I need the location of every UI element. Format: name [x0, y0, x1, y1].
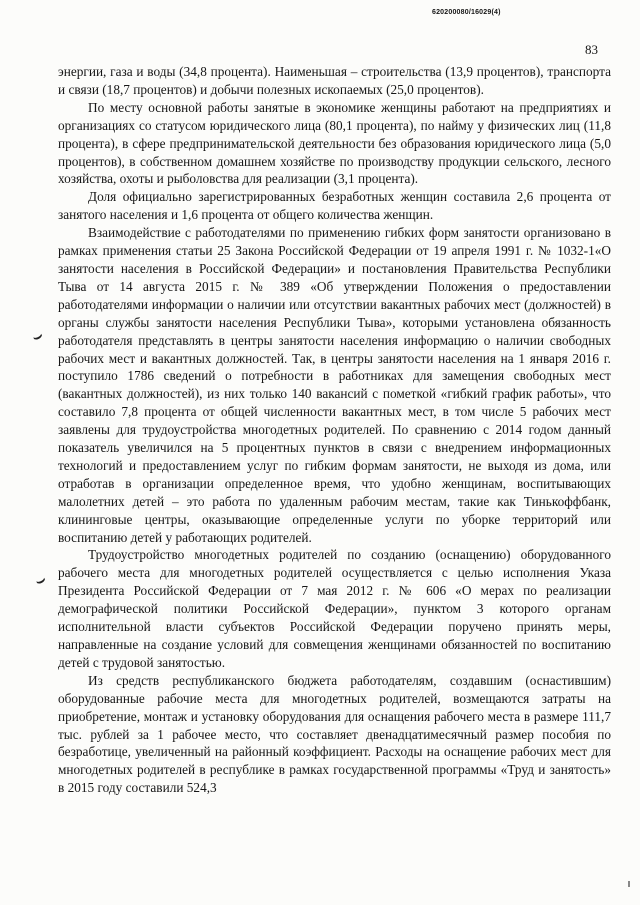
margin-check-mark-icon: ⌣: [33, 571, 49, 591]
paragraph-employment-place: По месту основной работы занятые в экономике женщины работают на предприятиях и организациях со статусом юридического лица (80,1 процента), по найму у физических лиц (11,8 процента), в сфере предпринимательской деятельности без образования юридического лица (5,0 процентов), в собственном домашнем хозяйстве по производству продукции сельского, лесного хозяйства, охоты и рыболовства для реализации (3,1 процента).: [58, 99, 611, 187]
paragraph-flexible-employment: Взаимодействие с работодателями по применению гибких форм занятости организовано в рамках применения статьи 25 Закона Российской Федерации от 19 апреля 1991 г. № 1032-1«О занятости населения в Российской Федерации» и постановления Правительства Республики Тыва от 14 августа 2015 г. № 389 «Об утверждении Положения о предоставлении работодателями информации о наличии или отсутствии вакантных рабочих мест (должностей) в органы службы занятости населения Республики Тыва», которыми установлена обязанность работодателя представлять в центры занятости населения информацию о наличии свободных рабочих мест и вакантных должностей. Так, в центры занятости населения на 1 января 2016 г. поступило 1786 сведений о потребности в работниках для замещения свободных мест (вакантных должностей), из них только 140 вакансий с пометкой «гибкий график работы», что составило 7,8 процента от общей численности вакантных мест, в том числе 5 рабочих мест заявлены для трудоустройства многодетных родителей. По сравнению с 2014 годом данный показатель увеличился на 5 процентных пунктов в связи с внедрением информационных технологий и предоставлением услуг по гибким формам занятости, не выходя из дома, или отработав в организации определенное время, что удобно женщинам, воспитывающих малолетних детей – это работа по удаленным рабочим местам, такие как Тинькоффбанк, клининговые центры, оказывающие определенные услуги по уборке территорий или воспитанию детей у работающих родителей.: [58, 225, 611, 545]
margin-check-mark-icon: ⌣: [30, 327, 46, 347]
page-number: 83: [585, 42, 598, 57]
paragraph-budget-funds: Из средств республиканского бюджета работодателям, создавшим (оснастившим) оборудованные рабочие места для многодетных родителей, возмещаются затраты на приобретение, монтаж и установку оборудования для оснащения рабочего места в размере 111,7 тыс. рублей за 1 рабочее место, что составляет двенадцатимесячный размер пособия по безработице, увеличенный на районный коэффициент. Расходы на оснащение рабочих мест для многодетных родителей в республике в рамках государственной программы «Труд и занятость» в 2015 году составили 524,3: [58, 672, 611, 796]
scan-artifact: [628, 881, 630, 887]
paragraph-large-families: Трудоустройство многодетных родителей по созданию (оснащению) оборудованного рабочего места для многодетных родителей осуществляется с целью исполнения Указа Президента Российской Федерации от 7 мая 2012 г. № 606 «О мерах по реализации демографической политики Российской Федерации», пунктом 3 которого органам исполнительной власти субъектов Российской Федерации поручено принять меры, направленные на создание условий для совмещения женщинами обязанностей по воспитанию детей с трудовой занятостью.: [58, 547, 611, 670]
document-body: [58, 63, 611, 797]
document-id: 620200080/16029(4): [432, 9, 501, 16]
paragraph-continuation: энергии, газа и воды (34,8 процента). Наименьшая – строительства (13,9 процентов), транспорта и связи (18,7 процентов) и добычи полезных ископаемых (25,0 процентов).: [58, 64, 611, 97]
paragraph-unemployed-share: Доля официально зарегистрированных безработных женщин составила 2,6 процента от занятого населения и 1,6 процента от общего количества женщин.: [58, 189, 611, 223]
